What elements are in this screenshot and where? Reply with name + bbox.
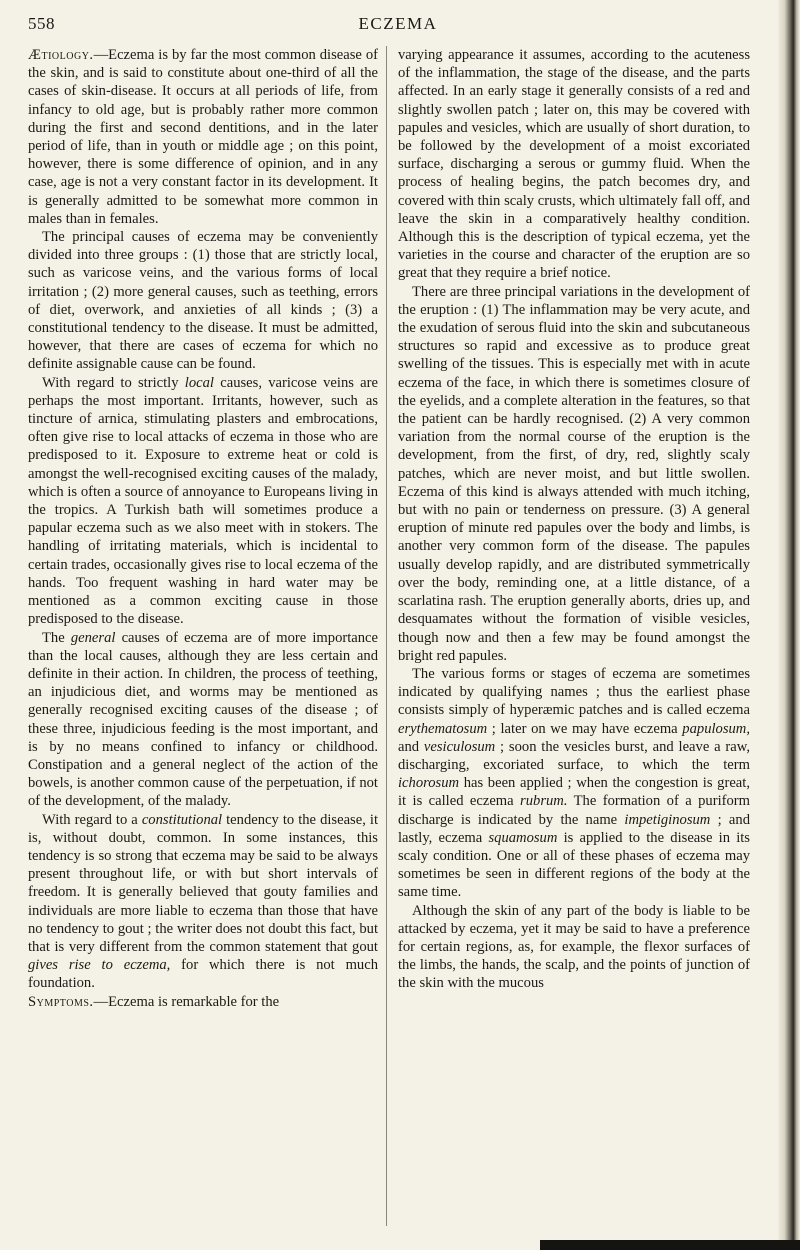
emphasis: impetiginosum — [624, 811, 711, 828]
text-run: With regard to strictly — [42, 374, 185, 391]
text-run: causes, varicose veins are perhaps the most important. Irritants, however, such as tincture of arnica, stimulating plasters and embrocations, often give rise to local attacks of eczema in those who are predisposed to it. Exposure to extreme heat or cold is amongst the well-recognised exciting causes of the malady, which is often a source of annoyance to Europeans living in the tropics. A Turkish bath will sometimes produce a papular eczema such as we also meet with in stokers. The handling of irritating materials, which is incidental to certain trades, occasionally gives rise to local eczema of the hands. Too frequent washing in hard water may be mentioned as a common exciting cause in those predisposed to the disease. — [28, 374, 378, 628]
text-run: is applied to the disease in its scaly condition. One or all of these phases of eczema may sometimes be seen in different regions of the body at the same time. — [398, 829, 750, 901]
emphasis: rubrum. — [520, 793, 568, 810]
paragraph-text: —Eczema is remarkable for the — [93, 993, 280, 1010]
paragraph-principal-causes: The principal causes of eczema may be conveniently divided into three groups : (1) those that are strictly local, such as varicose veins, and the various forms of local irritation ; (2) more general causes, such as teething, errors of diet, overwork, and anxieties of all kinds ; (3) a constitutional tendency to the disease. It must be admitted, however, that there are cases of eczema for which no definite assignable cause can be found. — [28, 229, 378, 373]
emphasis: constitutional — [141, 811, 223, 828]
emphasis: local — [184, 374, 214, 391]
paragraph-local-causes — [28, 374, 378, 629]
text-run: With regard to a — [42, 811, 142, 828]
section-heading-aetiology: Ætiology. — [28, 47, 94, 63]
text-run: The — [42, 629, 71, 646]
paragraph-forms-stages — [398, 665, 750, 902]
text-run: has been applied ; when the congestion is great, it is called eczema — [398, 775, 750, 810]
paragraph-varying-appearance: varying appearance it assumes, according to the acuteness of the inflammation, the stage of the disease, and the parts affected. In an early stage it generally consists of a red and slightly swollen patch ; later on, this may be covered with papules and vesicles, which are usually of short duration, to be followed by the development of a moist excoriated surface, discharging a serous or gummy fluid. When the process of healing begins, the patch becomes dry, and covered with thin scaly crusts, which ultimately fall off, and leave the skin in a comparatively healthy condition. Although this is the description of typical eczema, yet the varieties in the course and character of the eruption are so great that they require a brief notice. — [398, 47, 750, 282]
emphasis: ichorosum — [398, 775, 460, 792]
paragraph-preferred-regions: Although the skin of any part of the body is liable to be attacked by eczema, yet it may be said to have a preference for certain regions, as, for example, the flexor surfaces of the limbs, the hands, the scalp, and the points of junction of the skin with the mucous — [398, 902, 750, 992]
emphasis: general — [70, 629, 116, 646]
text-run: causes of eczema are of more importance than the local causes, although they are less certain and definite in their action. In children, the process of teething, an injudicious diet, and worms may be mentioned as generally recognised exciting causes of the disease ; of these three, injudicious feeding is the most important, and is by no means confined to infancy or childhood. Constipation and a general neglect of the action of the bowels, is another common cause of the perpetuation, if not of the development, of the malady. — [28, 629, 379, 810]
emphasis: gives rise to eczema, — [28, 957, 171, 974]
paragraph-aetiology — [28, 46, 378, 228]
page-header — [28, 14, 768, 40]
left-column — [28, 46, 378, 1011]
section-heading-symptoms: Symptoms. — [28, 993, 94, 1010]
text-run: The formation of a puriform discharge is indicated by the name — [398, 793, 750, 828]
paragraph-symptoms — [28, 993, 378, 1011]
paragraph-text: —Eczema is by far the most common disease of the skin, and is said to constitute about one-third of all the cases of skin-disease. It occurs at all periods of life, from infancy to old age, but is probably rather more common during the first and second dentitions, and in the later period of life, than in youth or middle age ; on this point, however, there is some difference of opinion, and in any case, age is not a very constant factor in its development. It is generally admitted to be somewhat more common in males than in females. — [28, 47, 378, 227]
text-run: tendency to the disease, it is, without doubt, common. In some instances, this tendency is so strong that eczema may be said to be always present throughout life, or with but short intervals of freedom. It is generally believed that gouty families and individuals are more liable to eczema than those that have no tendency to gout ; the writer does not doubt this fact, but that is very different from the common statement that gout — [28, 811, 379, 955]
page-binding-edge — [778, 0, 800, 1250]
text-run: ; later on we may have eczema — [487, 720, 683, 737]
text-run: for which there is not much foundation. — [28, 957, 378, 992]
text-run: and — [398, 738, 424, 755]
page-bottom-edge — [540, 1240, 800, 1250]
emphasis: squamosum — [488, 829, 558, 846]
right-column — [398, 46, 750, 993]
text-run: The various forms or stages of eczema are sometimes indicated by qualifying names ; thus the earliest phase consists simply of hyperæmic patches and is called eczema — [398, 665, 750, 719]
emphasis: erythematosum — [398, 720, 488, 737]
paragraph-variations: There are three principal variations in the development of the eruption : (1) The inflammation may be very acute, and the exudation of serous fluid into the skin and subcutaneous structures so rapid and excessive as to produce great swelling of the tissues. This is especially met with in acute eczema of the face, in which there is sometimes closure of the eyelids, and a complete alteration in the features, so that the patient can be hardly recognised. (2) A very common variation from the normal course of the eruption is the development, from the first, of dry, red, slightly scaly patches, which are never moist, and but little swollen. Eczema of this kind is always attended with much itching, but with no pain or tenderness on pressure. (3) A general eruption of minute red papules over the body and limbs, is another very common form of the disease. The papules usually develop rapidly, and are distributed symmetrically over the body, reminding one, at a little distance, of a scarlatina rash. The eruption generally aborts, dries up, and desquamates without the formation of visible vesicles, though now and then a few may be found amongst the bright red papules. — [398, 283, 750, 664]
paragraph-constitutional — [28, 811, 378, 993]
column-divider — [386, 46, 387, 1226]
text-run: ; soon the vesicles burst, and leave a raw, discharging, excoriated surface, to which the term — [398, 738, 750, 773]
page-number: 558 — [28, 14, 55, 33]
running-head: ECZEMA — [358, 14, 438, 33]
emphasis: papulosum, — [682, 720, 750, 737]
paragraph-general-causes — [28, 629, 378, 811]
emphasis: vesiculosum — [423, 738, 496, 755]
text-run: ; and lastly, eczema — [398, 811, 750, 846]
